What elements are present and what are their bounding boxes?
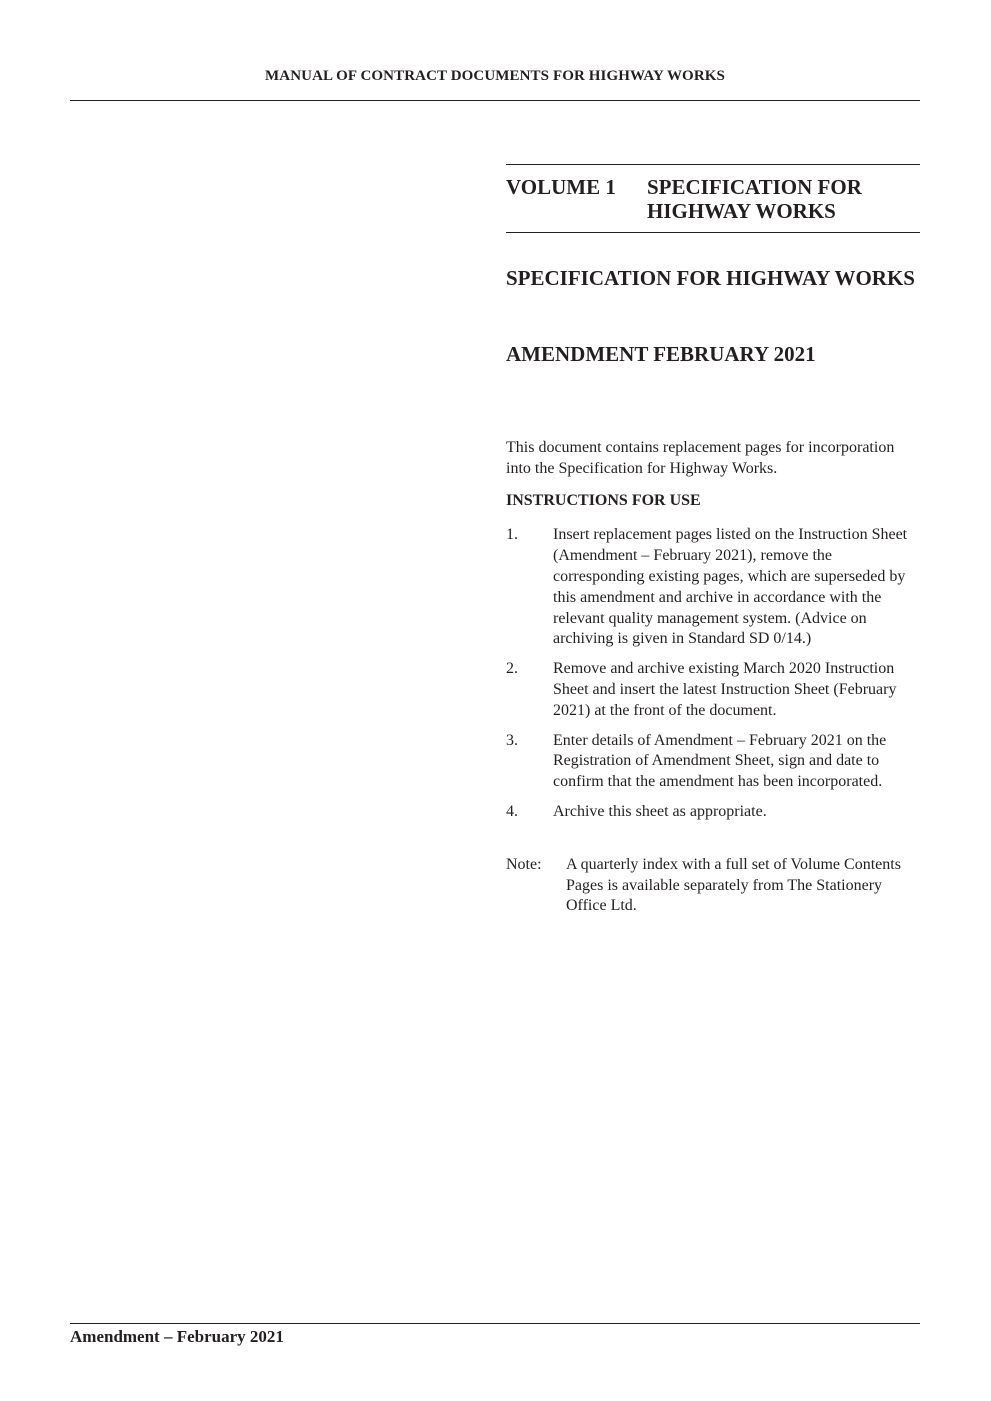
instruction-number: 3. [506, 731, 518, 749]
instruction-text: Insert replacement pages listed on the Instruction Sheet (Amendment – February 2021), remove the corresponding existing pages, which are superseded by this amendment and archive in accordance with the relevant quality management system. (Advice on archiving is given in Standard SD 0/14.) [553, 526, 908, 648]
note-label: Note: [506, 855, 542, 873]
running-header: MANUAL OF CONTRACT DOCUMENTS FOR HIGHWAY WORKS [265, 68, 725, 84]
instructions-list [506, 525, 920, 822]
volume-title-line-2: HIGHWAY WORKS [647, 199, 836, 223]
instruction-item [506, 659, 920, 721]
note-text: A quarterly index with a full set of Volume Contents Pages is available separately from The Stationery Office Ltd. [566, 855, 901, 915]
instruction-text: Enter details of Amendment – February 2021 on the Registration of Amendment Sheet, sign and date to confirm that the amendment has been incorporated. [553, 731, 887, 791]
amendment-title: AMENDMENT FEBRUARY 2021 [506, 342, 816, 366]
main-content [506, 438, 920, 917]
volume-bottom-rule [506, 232, 920, 233]
volume-title-line-1: SPECIFICATION FOR [647, 175, 862, 199]
instruction-item [506, 525, 920, 650]
footer-amendment-label: Amendment – February 2021 [70, 1327, 284, 1346]
header-rule [70, 100, 920, 101]
instructions-heading: INSTRUCTIONS FOR USE [506, 491, 701, 509]
footer-rule [70, 1323, 920, 1324]
instruction-text: Archive this sheet as appropriate. [553, 802, 767, 820]
instruction-number: 1. [506, 526, 518, 544]
volume-label: VOLUME 1 [506, 175, 616, 199]
instruction-item [506, 802, 920, 823]
note [506, 855, 920, 917]
intro-paragraph: This document contains replacement pages for incorporation into the Specification for Highway Works. [506, 439, 895, 477]
instruction-number: 2. [506, 660, 518, 678]
instruction-item [506, 731, 920, 793]
instruction-text: Remove and archive existing March 2020 Instruction Sheet and insert the latest Instruction Sheet (February 2021) at the front of the document. [553, 660, 897, 719]
document-title: SPECIFICATION FOR HIGHWAY WORKS [506, 266, 915, 290]
instruction-number: 4. [506, 802, 518, 820]
volume-title [647, 175, 920, 223]
volume-top-rule [506, 164, 920, 165]
